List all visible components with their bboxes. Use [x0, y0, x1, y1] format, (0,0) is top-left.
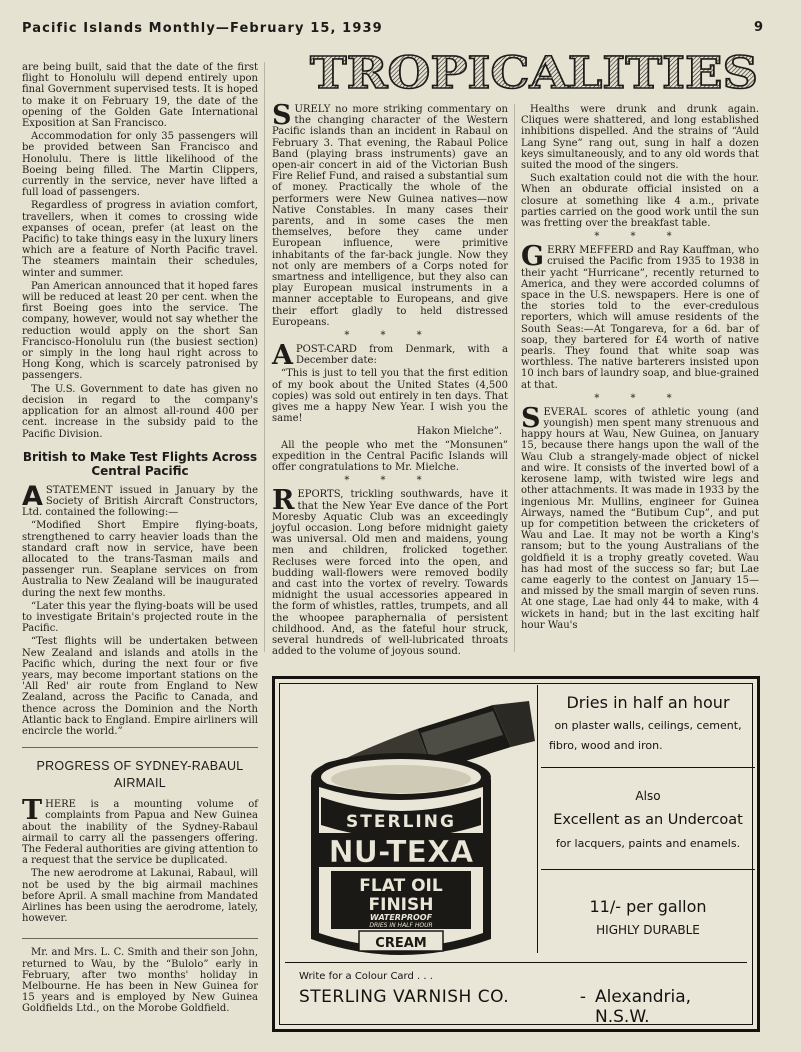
can-finish-label: FLAT OIL [359, 876, 443, 896]
ad-location: Alexandria, N.S.W. [595, 987, 692, 1027]
paragraph: The new aerodrome at Lakunai, Rabaul, will not be used by the big airmail machines before April. A small machine from Mandated Airlines has been using the aerodrome, lately, however. [22, 868, 258, 925]
section-stars: * * * [344, 330, 436, 342]
paragraph: Accommodation for only 35 passengers will be provided between San Francisco and Honolulu. There is little likelihood of the Boeing being filled. The Martin Clippers, currently in the service, never have lifted a full load of passengers. [22, 131, 258, 199]
paragraph: Healths were drunk and drunk again. Cliques were shattered, and long established inhibitions dispelled. And the strains of “Auld Lang Syne” rang out, sung in half a dozen keys simultaneously, and to any old words that suited the mood of the singers. [521, 104, 759, 172]
column-divider [514, 104, 515, 652]
drop-cap: T [22, 795, 43, 827]
paragraph: Regardless of progress in aviation comfort, travellers, when it comes to crossing wide expanses of ocean, prefer (at least on the Pacific) to take things easy in the luxury liners which are a feature of North Pacific travel. The steamers maintain their schedules, winter and summer. [22, 200, 258, 279]
section-rule [22, 938, 258, 939]
article-heading: PROGRESS OF SYDNEY-RABAUL AIRMAIL [36, 759, 244, 791]
signature: Hakon Mielche”. [416, 426, 502, 438]
masthead-banner [308, 50, 760, 94]
paragraph: Mr. and Mrs. L. C. Smith and their son John, returned to Wau, by the “Bulolo” early in February, after two months' holiday in Melbourne. He has been in New Guinea for 15 years and is employed by New Guinea Goldfields Ltd., on the Morobe Goldfield. [22, 947, 258, 1015]
paragraph: “This is just to tell you that the first edition of my book about the United States (4,500 copies) was sold out entirely in ten days. That gives me a happy New Year. I wish you the same! [272, 368, 508, 425]
running-title: Pacific Islands Monthly—February 15, 1939 [22, 21, 383, 36]
paragraph: ASTATEMENT issued in January by the Society of British Aircraft Constructors, Ltd. contained the following:— [22, 480, 258, 519]
section-stars: * * * [344, 475, 436, 487]
can-colour-label: CREAM [375, 936, 427, 951]
paragraph: Pan American announced that it hoped fares will be reduced at least 20 per cent. when the first Boeing goes into the service. The company, however, would not say whether the reduction would apply on the short San Francisco-Honolulu run (the busiest section) or simply in the long haul right across to Hong Kong, which is scarcely patronised by passengers. [22, 280, 258, 382]
section-stars: * * * [594, 392, 686, 404]
drop-cap: R [272, 485, 295, 517]
paint-advertisement [272, 676, 760, 1032]
ad-undercoat-sub: for lacquers, paints and enamels. [555, 837, 741, 850]
paragraph: “Later this year the flying-boats will be used to investigate Britain's projected route in the Pacific. [22, 600, 258, 635]
ad-also: Also [635, 789, 661, 803]
ad-subline: on plaster walls, ceilings, cement, [554, 719, 742, 732]
column-2 [272, 100, 508, 659]
paragraph: “Test flights will be undertaken between New Zealand and islands and atolls in the Pacific which, during the next four or five years, may become important stations on the 'All Red' air route from England to New Zealand, across the Pacific to Canada, and thence across the Dominion and the North Atlantic back to England. Empire airliners will encircle the world.” [22, 636, 258, 737]
ad-subline: fibro, wood and iron. [549, 739, 663, 752]
page-number: 9 [754, 20, 764, 35]
column-1 [22, 62, 258, 1017]
masthead-title: TROPICALITIES [310, 50, 758, 94]
article-heading: British to Make Test Flights Across Central Pacific [22, 449, 258, 478]
section-stars: * * * [594, 231, 686, 243]
ad-durable: HIGHLY DURABLE [596, 923, 700, 937]
drop-cap: A [272, 340, 293, 372]
paragraph: SEVERAL scores of athletic young (and youngish) men spent many strenuous and happy hours at Wau, New Guinea, on January 15, because there hangs upon the wall of the Wau Club a strangely-made object of nickel and wire. It consists of the inverted bowl of a kerosene lamp, with twisted wire legs and other attachments. It was made in 1933 by the ingenious Mr. Mullins, engineer for Guinea Airways, named the “Butibum Cup”, and put up for competition between the cricketers of Wau and Lae. It may not be worth a King's ransom; but to the young Australians of the goldfield it is a trophy greatly coveted. Wau has had most of the success so far; but Lae came eagerly to the contest on January 15—and missed by the small margin of seven runs. At one stage, Lae had only 44 to make, with 4 wickets in hand; but in the last exciting half hour Wau's [521, 402, 759, 631]
paragraph: The U.S. Government to date has given no decision in regard to the company's application for an almost all-round 400 per cent. increase in the subsidy paid to the Pacific Division. [22, 383, 258, 440]
drop-cap: S [521, 402, 541, 434]
ad-write-for: Write for a Colour Card . . . [299, 971, 433, 982]
paragraph: SURELY no more striking commentary on the changing character of the Western Pacific islands than an incident in Rabaul on February 3. That evening, the Rabaul Police Band (playing brass instruments) gave an open-air concert in aid of the Victorian Bush Fire Relief Fund, and raised a substantial sum of money. Practically the whole of the performers were New Guinea natives—now Native Constables. In many cases their parents, and in some cases the men themselves, before they came under European influence, were primitive inhabitants of the far-back jungle. Now they not only are members of a Corps noted for smartness and intelligence, but they also can play European musical instruments in a manner acceptable to Europeans, and give their effort gladly to held distressed Europeans. [272, 100, 508, 328]
ad-rule [285, 962, 747, 963]
ad-rule [541, 869, 755, 870]
paragraph: GERRY MEFFERD and Ray Kauffman, who cruised the Pacific from 1935 to 1938 in their yacht “Hurricane”, recently returned to America, and they were accorded columns of space in the U.S. newspapers. Here is one of the stories told to the ever-credulous reporters, which will amuse residents of the South Seas:—At Tongareva, for a 6d. bar of soap, they bartered for £4 worth of native pearls. They found that white soap was worthless. The native barterers insisted upon 10 inch bars of laundry soap, and blue-grained at that. [521, 241, 759, 391]
paragraph: Such exaltation could not die with the hour. When an obdurate official insisted on a closure at something like 4 a.m., private parties carried on the good work until the sun was fretting over the breakfast table. [521, 173, 759, 230]
section-rule [22, 747, 258, 748]
paragraph: REPORTS, trickling southwards, have it that the New Year Eve dance of the Port Moresby Aquatic Club was an exceedingly joyful occasion. Long before midnight gaiety was universal. Old men and maidens, young men and children, frolicked together. Recluses were forced into the open, and budding wall-flowers were removed bodily and cast into the vortex of revelry. Towards midnight the usual accessories appeared in the form of whistles, rattles, trumpets, and all the whoopee paraphernalia of persistent childhood. And, as the fateful hour struck, several hundreds of well-lubricated throats added to the volume of joyous sound. [272, 485, 508, 658]
drop-cap: A [22, 480, 43, 512]
paragraph: “Modified Short Empire flying-boats, strengthened to carry heavier loads than the standard craft now in service, have been allocated to the trans-Tasman mails and passenger run. Seaplane services on from Australia to New Zealand will be inaugurated during the next few months. [22, 520, 258, 599]
can-product-label: NU-TEXA [328, 835, 474, 870]
drop-cap: S [272, 100, 292, 131]
drop-cap: G [521, 241, 545, 273]
can-dries-label: DRIES IN HALF HOUR [369, 922, 433, 929]
can-finish-label: FINISH [368, 895, 434, 915]
can-waterproof-label: WATERPROOF [369, 913, 433, 922]
ad-dash: - [579, 987, 587, 1007]
ad-rule [541, 767, 755, 768]
paragraph: are being built, said that the date of the first flight to Honolulu will depend entirely upon final Government supervised tests. It is hoped to make it on February 19, the date of the opening of the Golden Gate International Exposition at San Francisco. [22, 62, 258, 130]
ad-price: 11/- per gallon [589, 897, 707, 916]
column-3 [521, 104, 759, 633]
column-divider [264, 62, 265, 652]
ad-undercoat: Excellent as an Undercoat [553, 812, 743, 828]
paragraph: All the people who met the “Monsunen” expedition in the Central Pacific Islands will offer congratulations to Mr. Mielche. [272, 439, 508, 474]
can-brand-label: STERLING [346, 812, 456, 832]
paragraph: THERE is a mounting volume of complaints from Papua and New Guinea about the inability of the Sydney-Rabaul airmail to carry all the passengers offering. The Federal authorities are giving attention to a request that the service be duplicated. [22, 795, 258, 867]
paint-can-illustration [297, 701, 537, 963]
ad-headline: Dries in half an hour [566, 693, 730, 712]
ad-company: STERLING VARNISH CO. [299, 987, 510, 1007]
paragraph: APOST-CARD from Denmark, with a December date: [272, 340, 508, 372]
